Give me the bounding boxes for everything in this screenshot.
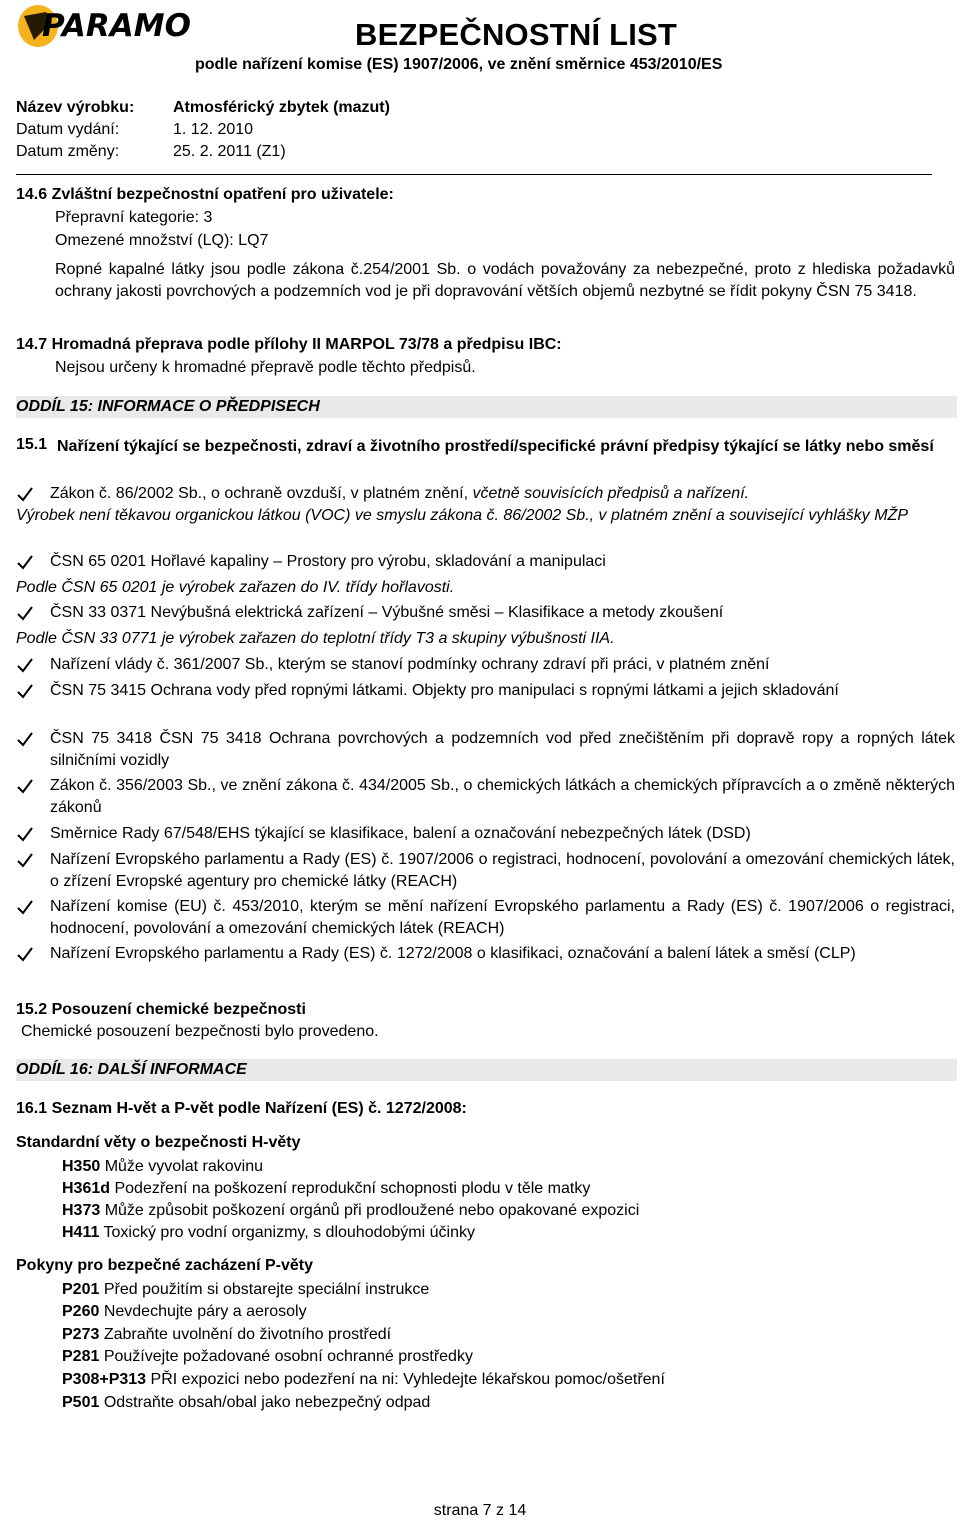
reg-item-5: ČSN 75 3415 Ochrana vody před ropnými látkami. Objekty pro manipulaci s ropnými látkami a jejich skladování bbox=[50, 682, 839, 699]
check-icon bbox=[16, 852, 36, 870]
check-icon bbox=[16, 657, 36, 675]
section-15-title: ODDÍL 15: INFORMACE O PŘEDPISECH bbox=[16, 398, 320, 415]
reg-item-2: ČSN 65 0201 Hořlavé kapaliny – Prostory pro výrobu, skladování a manipulaci bbox=[50, 553, 606, 570]
product-value: Atmosférický zbytek (mazut) bbox=[173, 99, 390, 116]
h-text: Toxický pro vodní organizmy, s dlouhodobými účinky bbox=[99, 1224, 475, 1241]
reg-item-8: Směrnice Rady 67/548/EHS týkající se klasifikace, balení a označování nebezpečných látek (DSD) bbox=[50, 825, 751, 842]
section-16-title: ODDÍL 16: DALŠÍ INFORMACE bbox=[16, 1061, 247, 1078]
h-statement bbox=[62, 1178, 590, 1200]
header-divider bbox=[16, 174, 932, 175]
p-statement bbox=[62, 1392, 430, 1414]
reg-item-9: Nařízení Evropského parlamentu a Rady (ES) č. 1907/2006 o registraci, hodnocení, povolování a omezování chemických látek, o zřízení Evropské agentury pro chemické látky (REACH) bbox=[50, 851, 955, 890]
reg-note-1-b: , v platném znění a související vyhlášky MŽP bbox=[589, 507, 908, 524]
h-code: H411 bbox=[62, 1224, 100, 1241]
reg-item-1-desc: , o ochraně ovzduší, v platném znění, bbox=[202, 485, 473, 502]
p-text: Používejte požadované osobní ochranné prostředky bbox=[99, 1348, 473, 1365]
p-text: Před použitím si obstarejte speciální instrukce bbox=[99, 1281, 430, 1298]
s15-1-number: 15.1 bbox=[16, 436, 48, 453]
h-text: Může vyvolat rakovinu bbox=[100, 1158, 263, 1175]
issue-label: Datum vydání: bbox=[16, 121, 120, 138]
check-icon bbox=[16, 826, 36, 844]
s14-6-paragraph: Ropné kapalné látky jsou podle zákona č.254/2001 Sb. o vodách považovány za nebezpečné, proto z hlediska požadavků ochrany jakosti povrchových a podzemních vod je při dopravování větších objemů nezbytné se řídit pokyny ČSN 75 3418. bbox=[55, 261, 955, 300]
p-code: P308+P313 bbox=[62, 1371, 147, 1388]
p-code: P201 bbox=[62, 1281, 100, 1298]
reg-note-1-a: Výrobek není těkavou organickou látkou (VOC) ve smyslu zákona č. 86/2002 Sb. bbox=[16, 507, 590, 524]
p-text: Zabraňte uvolnění do životního prostředí bbox=[99, 1326, 392, 1343]
paramo-logo bbox=[16, 2, 201, 50]
check-icon bbox=[16, 946, 36, 964]
document-title: BEZPEČNOSTNÍ LIST bbox=[355, 17, 678, 52]
reg-note-3: Podle ČSN 33 0771 je výrobek zařazen do teplotní třídy T3 a skupiny výbušnosti IIA. bbox=[16, 630, 615, 647]
reg-note-1 bbox=[16, 505, 956, 527]
s15-1-heading: Nařízení týkající se bezpečnosti, zdraví a životního prostředí/specifické právní předpisy týkající se látky nebo směsí bbox=[57, 438, 934, 455]
p-statement bbox=[62, 1324, 391, 1346]
s14-6-line1: Přepravní kategorie: 3 bbox=[55, 209, 213, 226]
s15-2-heading: 15.2 Posouzení chemické bezpečnosti bbox=[16, 1001, 306, 1018]
s14-7-heading: 14.7 Hromadná přeprava podle přílohy II MARPOL 73/78 a předpisu IBC: bbox=[16, 336, 562, 353]
h-code: H350 bbox=[62, 1158, 101, 1175]
document-subtitle: podle nařízení komise (ES) 1907/2006, ve znění směrnice 453/2010/ES bbox=[195, 56, 723, 73]
reg-item-3: ČSN 33 0371 Nevýbušná elektrická zařízení – Výbušné směsi – Klasifikace a metody zkoušení bbox=[50, 604, 724, 621]
reg-item-1 bbox=[50, 483, 955, 505]
h-code: H361d bbox=[62, 1180, 111, 1197]
reg-item-10: Nařízení komise (EU) č. 453/2010, kterým se mění nařízení Evropského parlamentu a Rady (ES) č. 1907/2006 o registraci, hodnocení, povolování a omezování chemických látek (REACH) bbox=[50, 898, 955, 937]
h-statement bbox=[62, 1222, 475, 1244]
reg-item-6: ČSN 75 3418 ČSN 75 3418 Ochrana povrchových a podzemních vod před znečištěním při dopravě ropy a ropných látek silničními vozidly bbox=[50, 730, 955, 769]
reg-item-4 bbox=[50, 654, 955, 676]
paramo-logo-mark bbox=[16, 2, 201, 50]
s14-7-text: Nejsou určeny k hromadné přepravě podle těchto předpisů. bbox=[55, 359, 476, 376]
p-code: P281 bbox=[62, 1348, 100, 1365]
h-text: Podezření na poškození reprodukční schopnosti plodu v těle matky bbox=[110, 1180, 591, 1197]
p-statement bbox=[62, 1369, 665, 1391]
p-statement bbox=[62, 1301, 307, 1323]
reg-note-2: Podle ČSN 65 0201 je výrobek zařazen do IV. třídy hořlavosti. bbox=[16, 579, 455, 596]
reg-item-1-law: Zákon č. 86/2002 Sb. bbox=[50, 485, 203, 502]
s14-6-line2: Omezené množství (LQ): LQ7 bbox=[55, 232, 269, 249]
check-icon bbox=[16, 486, 36, 504]
section-15-bar bbox=[16, 396, 957, 418]
p-statements-heading: Pokyny pro bezpečné zacházení P-věty bbox=[16, 1257, 313, 1274]
change-date-row bbox=[16, 141, 286, 163]
check-icon bbox=[16, 605, 36, 623]
h-statements-heading: Standardní věty o bezpečnosti H-věty bbox=[16, 1134, 301, 1151]
check-icon bbox=[16, 899, 36, 917]
h-text: Může způsobit poškození orgánů při prodloužené nebo opakované expozici bbox=[100, 1202, 640, 1219]
p-code: P501 bbox=[62, 1394, 100, 1411]
reg-item-4-law: Nařízení vlády č. 361/2007 Sb. bbox=[50, 656, 269, 673]
reg-item-4-desc: , kterým se stanoví podmínky ochrany zdraví při práci, v platném znění bbox=[268, 656, 770, 673]
p-text: PŘI expozici nebo podezření na ni: Vyhledejte lékařskou pomoc/ošetření bbox=[146, 1371, 665, 1388]
change-label: Datum změny: bbox=[16, 143, 120, 160]
issue-value: 1. 12. 2010 bbox=[173, 121, 254, 138]
product-name-row bbox=[16, 97, 390, 119]
s15-2-text: Chemické posouzení bezpečnosti bylo provedeno. bbox=[21, 1023, 379, 1040]
h-code: H373 bbox=[62, 1202, 101, 1219]
p-code: P260 bbox=[62, 1303, 100, 1320]
issue-date-row bbox=[16, 119, 253, 141]
section-16-bar bbox=[16, 1059, 957, 1081]
s16-1-heading: 16.1 Seznam H-vět a P-vět podle Nařízení (ES) č. 1272/2008: bbox=[16, 1100, 467, 1117]
h-statement bbox=[62, 1200, 639, 1222]
p-code: P273 bbox=[62, 1326, 100, 1343]
reg-item-7: Zákon č. 356/2003 Sb., ve znění zákona č. 434/2005 Sb., o chemických látkách a chemických přípravcích a o změně některých zákonů bbox=[50, 777, 955, 816]
p-text: Nevdechujte páry a aerosoly bbox=[99, 1303, 307, 1320]
p-statement bbox=[62, 1346, 473, 1368]
p-text: Odstraňte obsah/obal jako nebezpečný odpad bbox=[99, 1394, 431, 1411]
reg-item-11: Nařízení Evropského parlamentu a Rady (ES) č. 1272/2008 o klasifikaci, označování a balení látek a směsí (CLP) bbox=[50, 945, 856, 962]
h-statement bbox=[62, 1156, 263, 1178]
check-icon bbox=[16, 554, 36, 572]
product-label: Název výrobku: bbox=[16, 99, 135, 116]
check-icon bbox=[16, 683, 36, 701]
p-statement bbox=[62, 1279, 429, 1301]
change-value: 25. 2. 2011 (Z1) bbox=[173, 143, 286, 160]
s14-6-heading: 14.6 Zvláštní bezpečnostní opatření pro uživatele: bbox=[16, 186, 394, 203]
check-icon bbox=[16, 731, 36, 749]
check-icon bbox=[16, 778, 36, 796]
reg-item-1-note: včetně souvisících předpisů a nařízení. bbox=[472, 485, 750, 502]
logo-text: PARAMO bbox=[42, 8, 191, 44]
page-number: strana 7 z 14 bbox=[433, 1502, 527, 1519]
